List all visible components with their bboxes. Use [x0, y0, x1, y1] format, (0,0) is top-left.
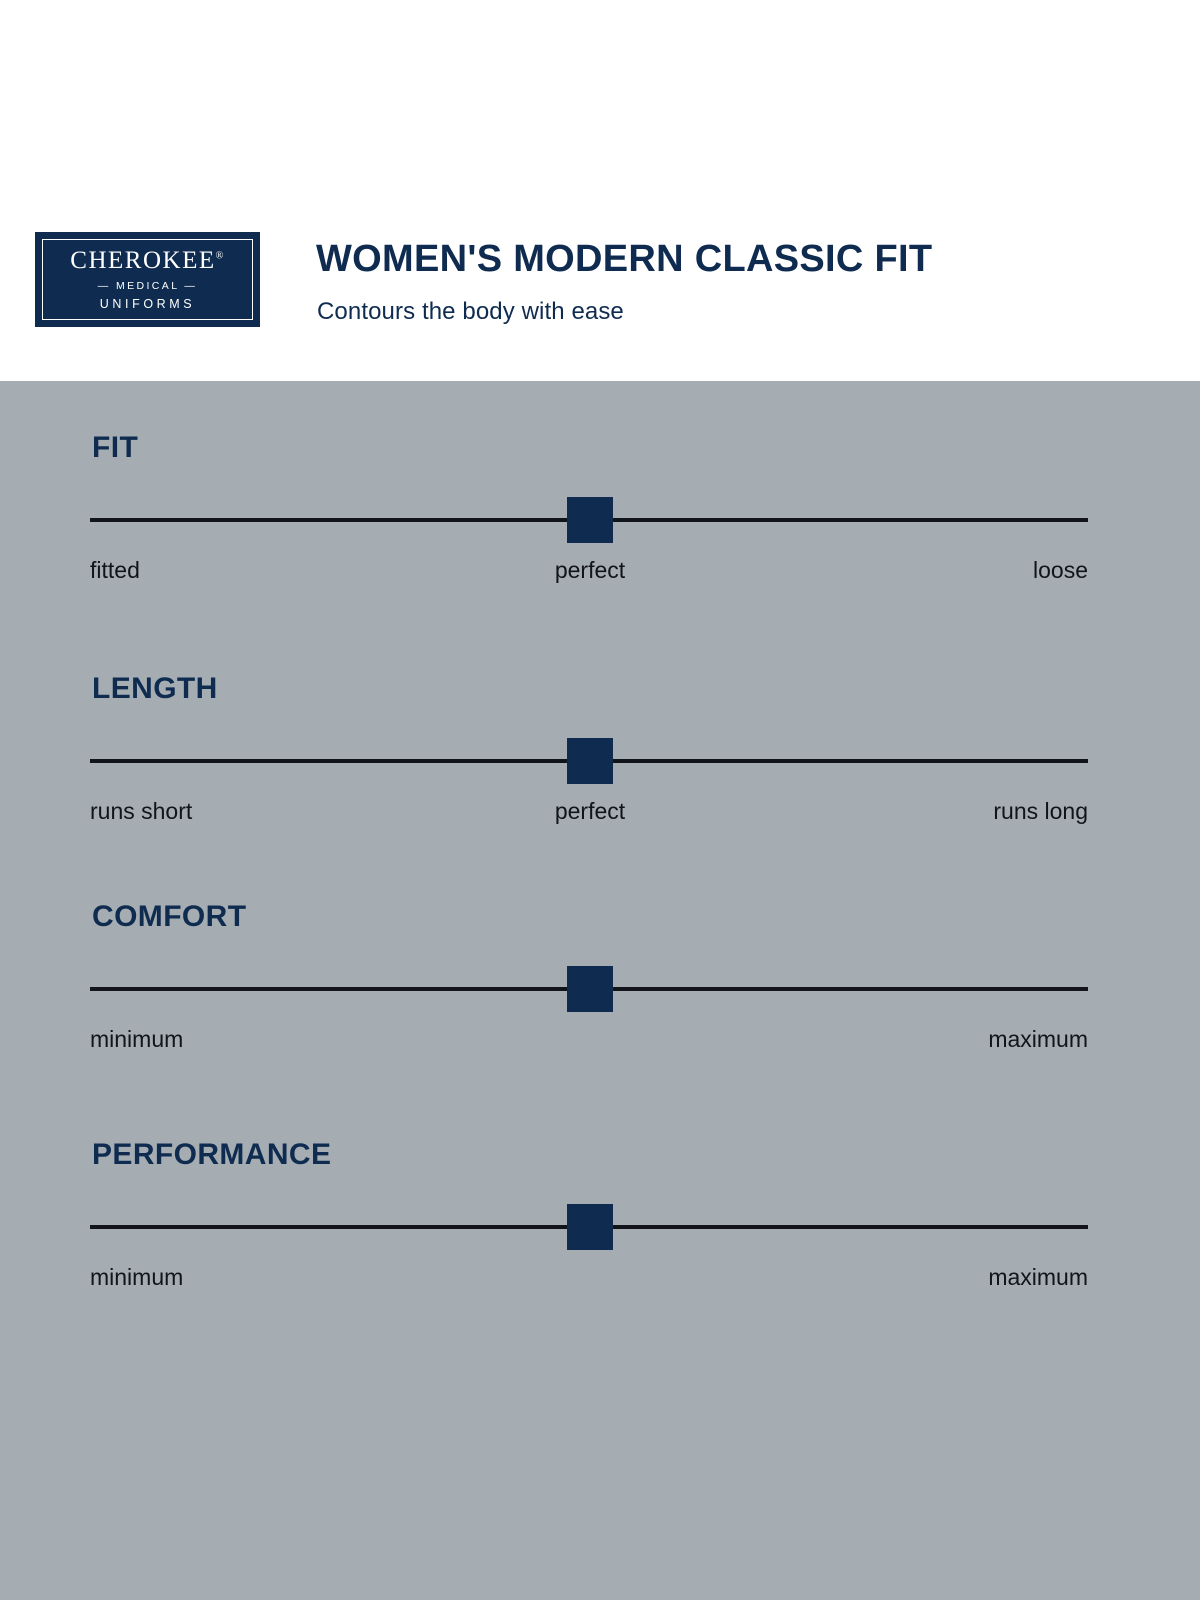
meter-fit-track-wrap [90, 497, 1088, 543]
brand-line-uniforms: UNIFORMS [99, 297, 196, 311]
meter-length-right-label: runs long [993, 798, 1088, 824]
meter-length-left-label: runs short [90, 798, 193, 824]
brand-name-text: CHEROKEE [70, 247, 216, 274]
meter-performance-label: PERFORMANCE [92, 1138, 332, 1171]
meter-fit-left-label: fitted [90, 557, 140, 583]
meter-performance-scale [90, 1264, 1088, 1298]
meter-length-track-wrap [90, 738, 1088, 784]
meter-length-scale [90, 798, 1088, 832]
meter-fit-middle-label: perfect [554, 557, 626, 583]
meter-fit-scale [90, 557, 1088, 591]
meter-comfort-left-label: minimum [90, 1026, 184, 1052]
page-subtitle: Contours the body with ease [317, 298, 624, 325]
page-title: WOMEN'S MODERN CLASSIC FIT [316, 238, 933, 280]
meter-comfort [90, 902, 1088, 1060]
brand-line-medical: — MEDICAL — [97, 280, 198, 292]
meter-length [90, 674, 1088, 832]
meter-fit-label: FIT [92, 431, 139, 464]
brand-name [70, 248, 224, 273]
meter-comfort-scale [90, 1026, 1088, 1060]
meter-length-label: LENGTH [92, 672, 218, 705]
trademark-symbol: ® [215, 250, 225, 262]
logo-border-frame [42, 239, 253, 320]
meter-comfort-track-wrap [90, 966, 1088, 1012]
cherokee-logo [35, 232, 260, 327]
meter-performance [90, 1140, 1088, 1298]
meter-performance-knob[interactable] [567, 1204, 613, 1250]
meter-comfort-knob[interactable] [567, 966, 613, 1012]
header-section [0, 0, 1200, 390]
meter-length-knob[interactable] [567, 738, 613, 784]
meter-fit [90, 433, 1088, 591]
meter-fit-right-label: loose [1033, 557, 1088, 583]
meter-length-middle-label: perfect [554, 798, 626, 824]
meter-comfort-label: COMFORT [92, 900, 247, 933]
fit-meters-panel [0, 381, 1200, 1600]
meter-performance-right-label: maximum [988, 1264, 1088, 1290]
meter-performance-left-label: minimum [90, 1264, 184, 1290]
meter-fit-knob[interactable] [567, 497, 613, 543]
meter-performance-track-wrap [90, 1204, 1088, 1250]
meter-comfort-right-label: maximum [988, 1026, 1088, 1052]
